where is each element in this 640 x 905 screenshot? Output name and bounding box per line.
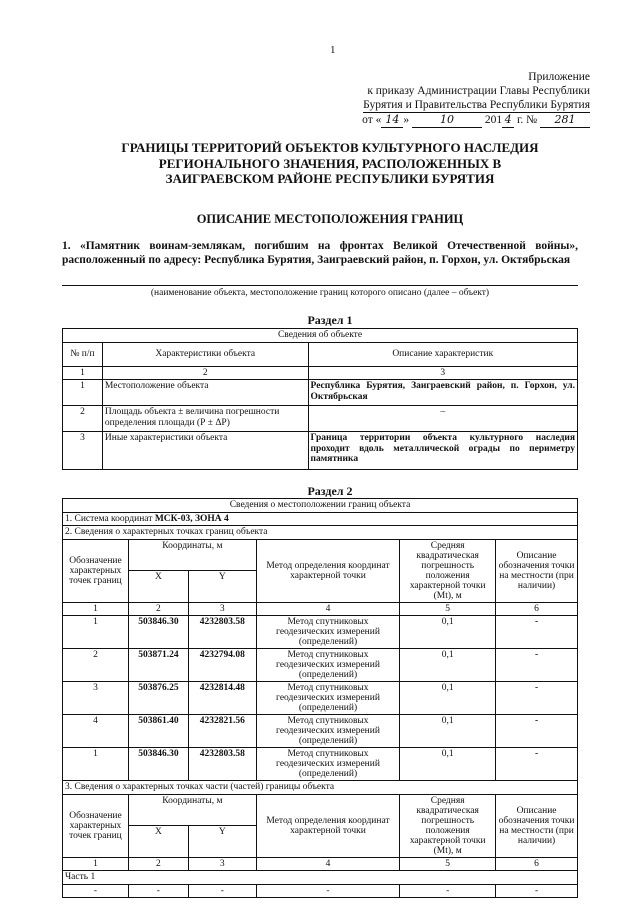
title-line-3: ЗАИГРАЕВСКОМ РАЙОНЕ РЕСПУБЛИКИ БУРЯТИЯ	[165, 171, 495, 186]
index-cell: 6	[496, 602, 578, 616]
point-x: 503846.30	[128, 616, 188, 649]
order-number: 281	[540, 113, 590, 128]
point-description: -	[496, 649, 578, 682]
document-subtitle: ОПИСАНИЕ МЕСТОПОЛОЖЕНИЯ ГРАНИЦ	[196, 212, 464, 226]
point-method: Метод спутниковых геодезических измерений (определений)	[256, 748, 400, 781]
point-description: -	[496, 715, 578, 748]
document-title	[60, 140, 600, 187]
table-row	[63, 406, 578, 432]
object-name-rule	[62, 285, 578, 286]
index-cell: 6	[496, 857, 578, 871]
point-y: 4232803.58	[188, 748, 256, 781]
index-cell: 3	[188, 857, 256, 871]
section-1-header: Сведения об объекте	[63, 329, 578, 343]
index-cell: 4	[256, 857, 400, 871]
point-error: 0,1	[400, 649, 496, 682]
part-label: Часть 1	[63, 871, 578, 885]
col-char-header: Характеристики объекта	[102, 342, 308, 366]
section-2-header: Сведения о местоположении границ объекта	[63, 499, 578, 513]
table-row	[63, 649, 578, 682]
title-line-1: ГРАНИЦЫ ТЕРРИТОРИЙ ОБЪЕКТОВ КУЛЬТУРНОГО НАСЛЕДИЯ	[121, 140, 539, 155]
appendix-block	[290, 70, 590, 128]
point-x: 503871.24	[128, 649, 188, 682]
point-label: 3	[63, 682, 129, 715]
point-y: 4232814.48	[188, 682, 256, 715]
point-label: 4	[63, 715, 129, 748]
page-number: 1	[330, 44, 336, 56]
section-1-title: Раздел 1	[307, 313, 353, 327]
order-mid: »	[403, 114, 410, 126]
point-error: 0,1	[400, 682, 496, 715]
col-method-header-2: Метод определения координат характерной точки	[256, 794, 400, 857]
part-cell: -	[128, 884, 188, 898]
row-characteristic: Местоположение объекта	[102, 380, 308, 406]
index-cell: 2	[128, 857, 188, 871]
coord-system-value: МСК-03, ЗОНА 4	[154, 513, 229, 524]
order-month: 10	[412, 113, 482, 128]
col-method-header: Метод определения координат характерной точки	[256, 539, 400, 602]
part-cell: -	[400, 884, 496, 898]
coord-system-label: 1. Система координат	[65, 513, 153, 524]
point-y: 4232821.56	[188, 715, 256, 748]
col-coords-header: Координаты, м	[128, 539, 256, 570]
point-label: 1	[63, 616, 129, 649]
index-cell: 1	[63, 366, 103, 380]
table-row	[63, 380, 578, 406]
order-year-prefix: 201	[484, 114, 503, 126]
point-y: 4232794.08	[188, 649, 256, 682]
section-1-table	[62, 328, 578, 470]
index-cell: 4	[256, 602, 400, 616]
order-prefix: от «	[362, 114, 382, 126]
point-x: 503861.40	[128, 715, 188, 748]
col-num-header: № п/п	[63, 342, 103, 366]
point-error: 0,1	[400, 748, 496, 781]
col-error-header-2: Средняя квадратическая погрешность положения характерной точки (Mt), м	[400, 794, 496, 857]
order-year-suffix: г. №	[514, 114, 538, 126]
point-method: Метод спутниковых геодезических измерений (определений)	[256, 616, 400, 649]
index-cell: 3	[308, 366, 577, 380]
part-cell: -	[496, 884, 578, 898]
appendix-line-3: Бурятия и Правительства Республики Бурятия	[363, 99, 590, 111]
order-year-digit: 4	[502, 113, 514, 128]
point-description: -	[496, 748, 578, 781]
col-coords-header-2: Координаты, м	[128, 794, 256, 825]
point-x: 503876.25	[128, 682, 188, 715]
coord-system	[63, 512, 578, 526]
point-label: 1	[63, 748, 129, 781]
col-point-header: Обозначение характерных точек границ	[63, 539, 129, 602]
subsection-3: 3. Сведения о характерных точках части (частей) границы объекта	[63, 781, 578, 795]
row-number: 2	[63, 406, 103, 432]
col-x-header: X	[128, 570, 188, 602]
part-cell: -	[63, 884, 129, 898]
table-row	[63, 432, 578, 470]
section-2-title: Раздел 2	[307, 484, 353, 498]
col-error-header: Средняя квадратическая погрешность положения характерной точки (Mt), м	[400, 539, 496, 602]
table-row	[63, 748, 578, 781]
table-row	[63, 682, 578, 715]
subsection-2: 2. Сведения о характерных точках границ объекта	[63, 526, 578, 540]
part-cell: -	[188, 884, 256, 898]
col-desc-header-2: Описание обозначения точки на местности (при наличии)	[496, 794, 578, 857]
index-cell: 3	[188, 602, 256, 616]
index-cell: 1	[63, 602, 129, 616]
appendix-line-2: к приказу Администрации Главы Республики	[367, 85, 590, 97]
point-label: 2	[63, 649, 129, 682]
index-cell: 1	[63, 857, 129, 871]
object-note: (наименование объекта, местоположение границ которого описано (далее – объект)	[150, 288, 490, 298]
col-desc-header: Описание обозначения точки на местности (при наличии)	[496, 539, 578, 602]
table-row	[63, 884, 578, 898]
col-point-header-2: Обозначение характерных точек границ	[63, 794, 129, 857]
index-cell: 5	[400, 602, 496, 616]
row-characteristic: Иные характеристики объекта	[102, 432, 308, 470]
col-x-header-2: X	[128, 825, 188, 857]
row-description: Граница территории объекта культурного наследия проходит вдоль металлической ограды по периметру памятника	[308, 432, 577, 470]
point-method: Метод спутниковых геодезических измерений (определений)	[256, 649, 400, 682]
table-row	[63, 616, 578, 649]
object-name: 1. «Памятник воинам-землякам, погибшим на фронтах Великой Отечественной войны», расположенный по адресу: Республика Бурятия, Заиграевский район, п. Горхон, ул. Октябрьская	[62, 240, 578, 266]
col-y-header-2: Y	[188, 825, 256, 857]
point-description: -	[496, 616, 578, 649]
point-error: 0,1	[400, 715, 496, 748]
index-cell: 2	[128, 602, 188, 616]
point-description: -	[496, 682, 578, 715]
table-row	[63, 715, 578, 748]
point-y: 4232803.58	[188, 616, 256, 649]
point-x: 503846.30	[128, 748, 188, 781]
section-2-table	[62, 498, 578, 898]
col-y-header: Y	[188, 570, 256, 602]
order-line	[290, 113, 590, 128]
part-cell: -	[256, 884, 400, 898]
appendix-label: Приложение	[528, 71, 590, 83]
index-cell: 2	[102, 366, 308, 380]
point-method: Метод спутниковых геодезических измерений (определений)	[256, 682, 400, 715]
title-line-2: РЕГИОНАЛЬНОГО ЗНАЧЕНИЯ, РАСПОЛОЖЕННЫХ В	[158, 155, 502, 171]
point-error: 0,1	[400, 616, 496, 649]
row-description: Республика Бурятия, Заиграевский район, п. Горхон, ул. Октябрьская	[308, 380, 577, 406]
row-number: 1	[63, 380, 103, 406]
row-description: –	[308, 406, 577, 432]
point-method: Метод спутниковых геодезических измерений (определений)	[256, 715, 400, 748]
order-day: 14	[381, 113, 403, 128]
col-desc-header: Описание характеристик	[308, 342, 577, 366]
row-characteristic: Площадь объекта ± величина погрешности определения площади (Р ± ΔР)	[102, 406, 308, 432]
row-number: 3	[63, 432, 103, 470]
index-cell: 5	[400, 857, 496, 871]
